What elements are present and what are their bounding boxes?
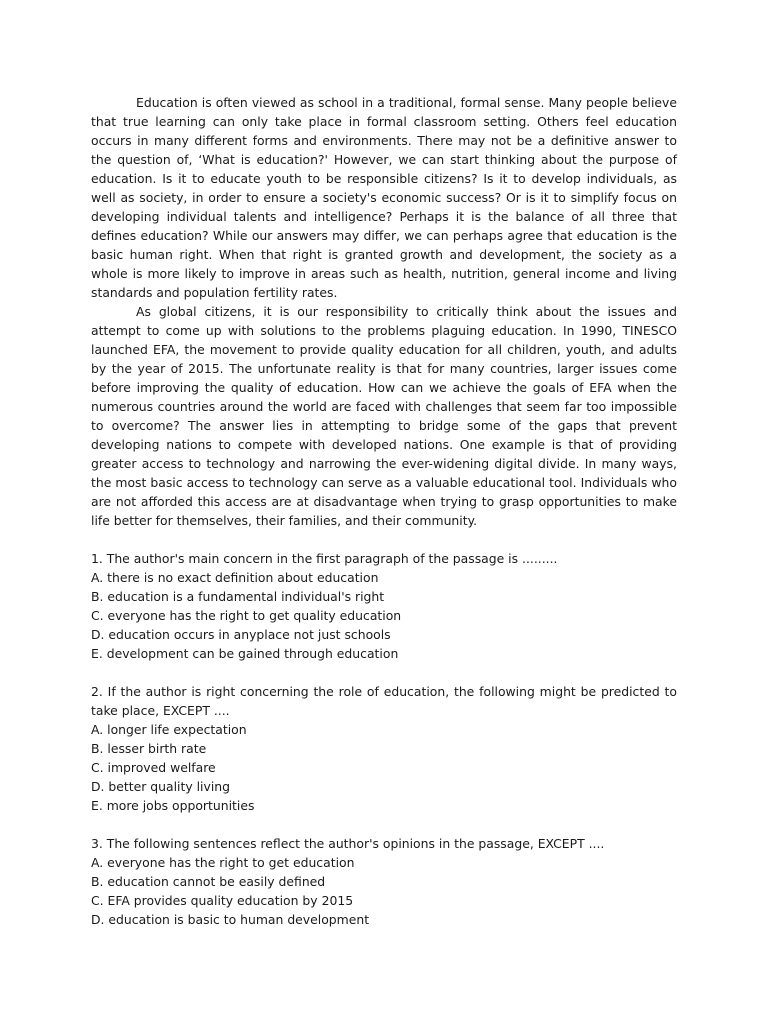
answer-option-a: A. there is no exact definition about education bbox=[91, 570, 379, 585]
question-stem: 2. If the author is right concerning the role of education, the following might be predicted to take place, EXCEPT .... bbox=[91, 684, 677, 718]
answer-option-d: D. education occurs in anyplace not just schools bbox=[91, 627, 391, 642]
question-1 bbox=[91, 549, 677, 663]
question-stem: 3. The following sentences reflect the author's opinions in the passage, EXCEPT .... bbox=[91, 836, 605, 851]
passage-paragraph-2: As global citizens, it is our responsibility to critically think about the issues and attempt to come up with solutions to the problems plaguing education. In 1990, TINESCO launched EFA, the movement to provide quality education for all children, youth, and adults by the year of 2015. The unfortunate reality is that for many countries, larger issues come before improving the quality of education. How can we achieve the goals of EFA when the numerous countries around the world are faced with challenges that seem far too impossible to overcome? The answer lies in attempting to bridge some of the gaps that prevent developing nations to compete with developed nations. One example is that of providing greater access to technology and narrowing the ever-widening digital divide. In many ways, the most basic access to technology can serve as a valuable educational tool. Individuals who are not afforded this access are at disadvantage when trying to grasp opportunities to make life better for themselves, their families, and their community. bbox=[91, 304, 677, 528]
answer-option-e: E. development can be gained through education bbox=[91, 646, 399, 661]
answer-option-b: B. education is a fundamental individual's right bbox=[91, 589, 385, 604]
answer-option-c: C. improved welfare bbox=[91, 760, 216, 775]
answer-option-e: E. more jobs opportunities bbox=[91, 798, 255, 813]
document-page bbox=[91, 93, 677, 929]
answer-option-c: C. everyone has the right to get quality education bbox=[91, 608, 402, 623]
answer-option-b: B. lesser birth rate bbox=[91, 741, 207, 756]
answer-option-a: A. everyone has the right to get education bbox=[91, 855, 355, 870]
answer-option-d: D. better quality living bbox=[91, 779, 230, 794]
answer-option-c: C. EFA provides quality education by 2015 bbox=[91, 893, 354, 908]
answer-option-a: A. longer life expectation bbox=[91, 722, 247, 737]
reading-passage bbox=[91, 93, 677, 530]
passage-paragraph-1: Education is often viewed as school in a traditional, formal sense. Many people believe that true learning can only take place in formal classroom setting. Others feel education occurs in many different forms and environments. There may not be a definitive answer to the question of, ‘What is education?' However, we can start thinking about the purpose of education. Is it to educate youth to be responsible citizens? Is it to develop individuals, as well as society, in order to ensure a society's economic success? Or is it to simplify focus on developing individual talents and intelligence? Perhaps it is the balance of all three that defines education? While our answers may differ, we can perhaps agree that education is the basic human right. When that right is granted growth and development, the society as a whole is more likely to improve in areas such as health, nutrition, general income and living standards and population fertility rates. bbox=[91, 95, 677, 300]
question-stem: 1. The author's main concern in the first paragraph of the passage is ......... bbox=[91, 551, 558, 566]
answer-options bbox=[91, 568, 677, 663]
answer-option-d: D. education is basic to human development bbox=[91, 912, 370, 927]
answer-option-b: B. education cannot be easily defined bbox=[91, 874, 326, 889]
answer-options bbox=[91, 720, 677, 815]
question-2 bbox=[91, 682, 677, 815]
question-3 bbox=[91, 834, 677, 929]
answer-options bbox=[91, 853, 677, 929]
